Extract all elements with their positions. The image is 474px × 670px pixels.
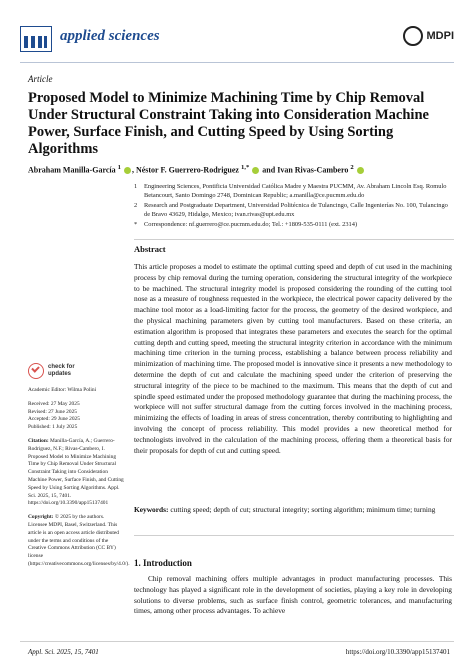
- footer-doi-link[interactable]: https://doi.org/10.3390/app15137401: [345, 648, 450, 656]
- orcid-icon[interactable]: [124, 167, 131, 174]
- journal-header: [20, 22, 454, 58]
- correspondence: * Correspondence: nf.guerrero@ce.pucmm.edu.do; Tel.: +1809-535-0111 (ext. 2314): [134, 221, 358, 228]
- keywords-label: Keywords:: [134, 505, 169, 514]
- abstract-heading: Abstract: [134, 244, 166, 254]
- affiliation-item: 1 Engineering Sciences, Pontificia Universidad Católica Madre y Maestra PUCMM, Av. Abraham Lincoln Esq. Romulo Betancourt, Santo Domingo 2748, Dominican Republic; a.manilla@ce.pucmm.edu.do: [134, 183, 447, 199]
- check-for-updates-button[interactable]: check for updates: [28, 363, 124, 379]
- mdpi-icon: [403, 26, 423, 46]
- author-name[interactable]: Néstor F. Guerrero-Rodriguez: [135, 165, 239, 175]
- article-type: Article: [28, 74, 53, 84]
- author-name[interactable]: Ivan Rivas-Cambero: [277, 165, 349, 175]
- copyright-label: Copyright:: [28, 514, 54, 521]
- citation-text[interactable]: Manilla-García, A.; Guerrero-Rodriguez, N.F.; Rivas-Cambero, I. Proposed Model to Minimize Machining Time by Chip Removal Under Structural Constraint Taking into Consideration Machine Power, Surface Finish, and Cutting Speed by Using Sorting Algorithms. Appl. Sci. 2025, 15, 7401. https://doi.org/10.3390/app15137401: [28, 437, 124, 507]
- date-revised: Revised: 27 June 2025: [28, 408, 77, 415]
- copyright-text[interactable]: © 2025 by the authors. Licensee MDPI, Basel, Switzerland. This article is an open access article distributed under the terms and conditions of the Creative Commons Attribution (CC BY) license (https://creativecommons.org/licenses/by/4.0/).: [28, 514, 130, 567]
- orcid-icon[interactable]: [357, 167, 364, 174]
- abstract-bottom-rule: [134, 535, 454, 536]
- copyright-block: [28, 514, 130, 569]
- check-updates-icon: [28, 363, 44, 379]
- affiliation-item: 2 Research and Postgraduate Department, Universidad Politécnica de Tulancingo, Calle Ingenierías No. 100, Tulancingo de Bravo 43629, Hidalgo, Mexico; ivan.rivas@upt.edu.mx: [134, 202, 448, 218]
- publisher-logo[interactable]: [403, 22, 455, 50]
- citation-label: Citation:: [28, 437, 49, 444]
- author-affil-sup: 1: [117, 164, 121, 171]
- abstract-text: This article proposes a model to estimate the optimal cutting speed and depth of cut used in the machining process by chip removal during the turning operation, considering the structural integrity of the workpiece to be machined. The structural integrity model is proposed considering the rounding of the cutting tool nose as a measure of roughness requested in the workpiece, the electrical power capacity delivered by the machine tool motor as a load-limiting factor for the process, the geometry of the desired workpiece, and the physical machining parameters given by cutting tool manufacturers. Based on these criteria, an estimation algorithm is proposed that integrates these parameters and executes the search for the optimal cutting depth and cutting speed, meeting the structural integrity criterion in accordance with the minimum machining time criterion in the turning process, establishing a balance between process reliability and minimization of machining time. The proposed model is innovative since it presents a new methodology to determine the depth of cut and calculate the machining speed under the criterion of preserving the structural integrity of the piece to be machined to the maximum. This means that the depth of cut and spindle speed estimated under the proposed methodology guarantee that during the machining process, the workpiece will not suffer structural damage from the cutting forces involved in the machining process, minimizing the effects of loading in areas of stress concentration, thereby contributing to highlighting and involving the concept of process reliability. This model provides a new theoretical method for technologists involved in the calculation of the machining process, offering them a theoretical basis for their proposals for depth of cut and cutting speed.: [134, 262, 452, 455]
- author-affil-sup: 2: [350, 164, 354, 171]
- article-sidebar: [28, 363, 130, 575]
- publisher-name: MDPI: [426, 30, 454, 42]
- academic-editor: Academic Editor: Wilma Polini: [28, 387, 97, 393]
- footer-rule: [20, 641, 454, 642]
- keywords: [134, 505, 452, 516]
- author-list: Abraham Manilla-García $^1$ , Néstor F. Guerrero-Rodriguez $^{1,*}$ and Ivan Rivas-Cambero $^2$: [28, 164, 448, 175]
- journal-name[interactable]: applied sciences: [60, 28, 160, 44]
- abstract-top-rule: [134, 239, 454, 240]
- journal-logo: [20, 26, 52, 52]
- affiliation-list: [134, 182, 454, 230]
- date-received: Received: 27 May 2025: [28, 400, 80, 407]
- introduction-text: Chip removal machining offers multiple advantages in product manufacturing processes. This technology has played a significant role in the development of societies, playing a key role in developing solutions to diverse problems, such as surface finish control, geometric tolerances, and manufacturing times, among other process advantages. To achieve: [134, 574, 452, 616]
- keywords-text: cutting speed; depth of cut; structural integrity; sorting algorithm; minimum time; turning: [170, 505, 436, 514]
- author-name[interactable]: Abraham Manilla-García: [28, 165, 116, 175]
- date-accepted: Accepted: 29 June 2025: [28, 416, 80, 423]
- header-rule: [20, 62, 454, 63]
- section-heading-introduction: 1. Introduction: [134, 558, 192, 568]
- paper-title: Proposed Model to Minimize Machining Time by Chip Removal Under Structural Constraint Taking into Consideration Machine Power, Surface Finish, and Cutting Speed by Using Sorting Algorithms: [28, 90, 429, 157]
- date-published: Published: 1 July 2025: [28, 424, 78, 431]
- citation-block: [28, 438, 124, 508]
- footer-citation: Appl. Sci. 2025, 15, 7401: [28, 648, 99, 656]
- orcid-icon[interactable]: [252, 167, 259, 174]
- author-affil-sup: 1,*: [240, 164, 250, 171]
